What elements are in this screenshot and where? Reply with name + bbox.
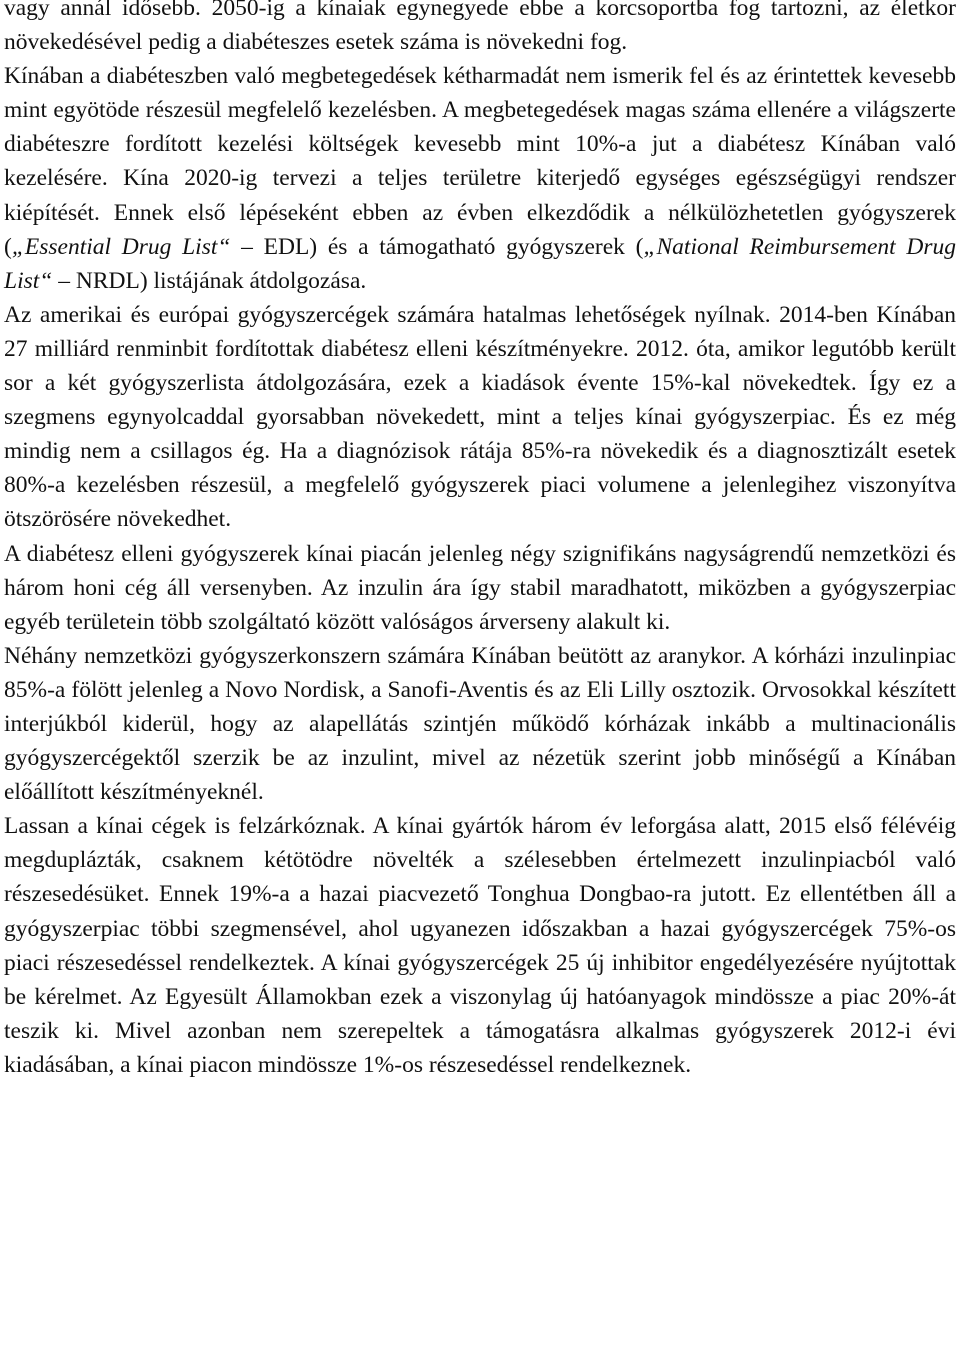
paragraph-competition: A diabétesz elleni gyógyszerek kínai piacán jelenleg négy szignifikáns nagyságrendű nemzetközi és három honi cég áll versenyben. Az inzulin ára így stabil maradhatott, miközben a gyógyszerpiac egyéb területein több szolgáltató között valóságos árverseny alakult ki. xyxy=(4,540,956,635)
paragraph-aging-population: vagy annál idősebb. 2050-ig a kínaiak egynegyede ebbe a korcsoportba fog tartozni, az életkor növekedésével pedig a diabéteszes esetek száma is növekedni fog. xyxy=(4,0,956,56)
paragraph-international-companies: Néhány nemzetközi gyógyszerkonszern számára Kínában beütött az aranykor. A kórházi inzulinpiac 85%-a fölött jelenleg a Novo Nordisk, a Sanofi-Aventis és az Eli Lilly osztozik. Orvosokkal készített interjúkból kiderül, hogy az alapellátás szintjén működő kórházak inkább a multinacionális gyógyszercégektől szerzik be az inzulint, mivel az nézetük szerint jobb minőségű a Kínában előállított készítményeknél. xyxy=(4,642,956,806)
national-reimbursement-drug-list-term: „National Reimbursement Drug List“ xyxy=(4,233,956,294)
paragraph-diagnosis-and-drug-lists xyxy=(4,59,956,298)
text-run: – NRDL) listájának átdolgozása. xyxy=(52,267,367,294)
text-run: – EDL) és a támogatható gyógyszerek ( xyxy=(230,233,644,260)
text-run: Kínában a diabéteszben való megbetegedések kétharmadát nem ismerik fel és az érintettek kevesebb mint egyötöde részesül megfelelő kezelésben. A megbetegedések magas száma ellenére a világszerte diabéteszre fordított kezelési költségek kevesebb mint 10%-a jut a diabétesz Kínában való kezelésére. Kína 2020-ig tervezi a teljes területre kiterjedő egységes egészségügyi rendszer kiépítését. Ennek első lépéseként ebben az évben elkezdődik a nélkülözhetetlen gyógyszerek ( xyxy=(4,63,956,260)
essential-drug-list-term: „Essential Drug List“ xyxy=(11,233,231,260)
paragraph-market-opportunities: Az amerikai és európai gyógyszercégek számára hatalmas lehetőségek nyílnak. 2014-ben Kínában 27 milliárd renminbit fordítottak diabétesz elleni készítményekre. 2012. óta, amikor legutóbb került sor a két gyógyszerlista átdolgozására, ezek a kiadások évente 15%-kal növekedtek. Így ez a szegmens egynyolcaddal gyorsabban növekedett, mint a teljes kínai gyógyszerpiac. És ez még mindig nem a csillagos ég. Ha a diagnózisok rátája 85%-ra növekedik és a diagnosztizált esetek 80%-a kezelésben részesül, a megfelelő gyógyszerek piaci volumene a jelenlegihez viszonyítva ötszörösére növekedhet. xyxy=(4,301,956,533)
paragraph-chinese-companies: Lassan a kínai cégek is felzárkóznak. A kínai gyártók három év leforgása alatt, 2015 első félévéig megduplázták, csaknem kétötödre növelték a szélesebben értelmezett inzulinpiacból való részesedésüket. Ennek 19%-a a hazai piacvezető Tonghua Dongbao-ra jutott. Ez ellentétben áll a gyógyszerpiac többi szegmensével, ahol ugyanezen időszakban a hazai gyógyszercégek 75%-os piaci részesedéssel rendelkeztek. A kínai gyógyszercégek 25 új inhibitor engedélyezésére nyújtottak be kérelmet. Az Egyesült Államokban ezek a viszonylag új hatóanyagok mindössze a piac 20%-át teszik ki. Mivel azonban nem szerepeltek a támogatásra alkalmas gyógyszerek 2012-i évi kiadásában, a kínai piacon mindössze 1%-os részesedéssel rendelkeznek. xyxy=(4,813,956,1078)
